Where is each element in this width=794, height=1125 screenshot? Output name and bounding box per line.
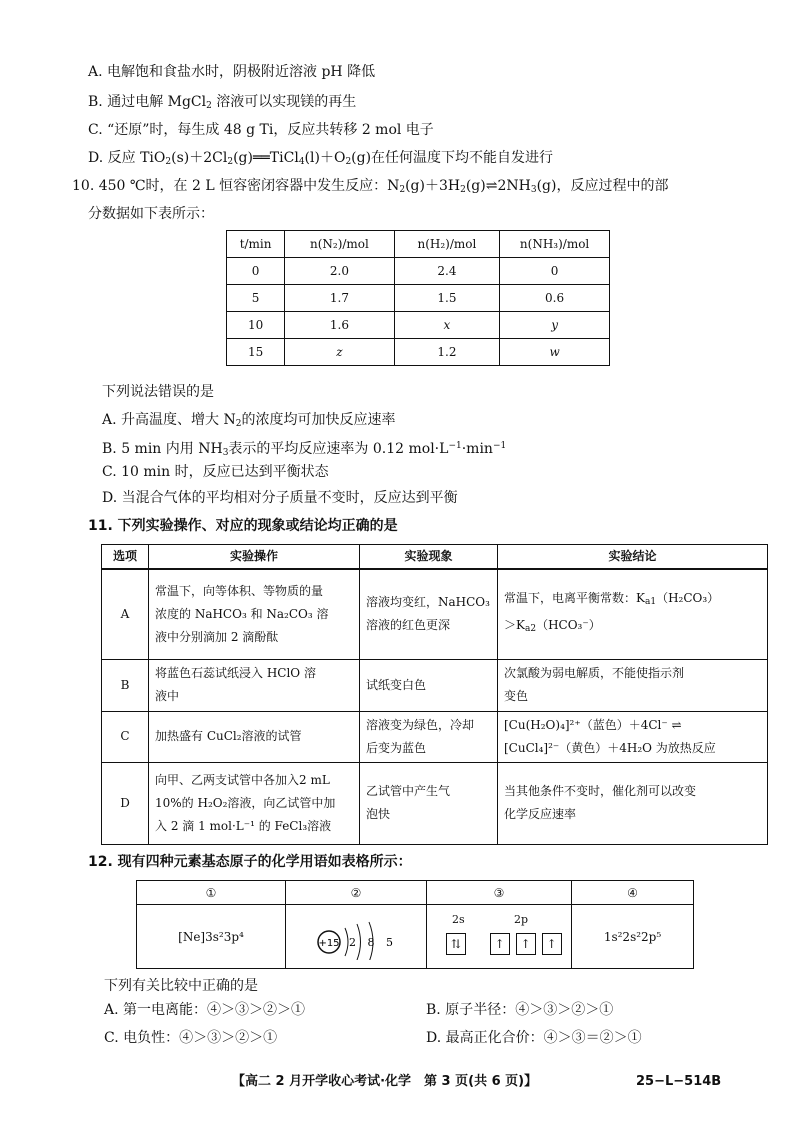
shell-arc: [345, 928, 348, 956]
table-header: ③: [427, 881, 572, 905]
orbital-label-2p: 2p: [514, 912, 529, 926]
table-header: ②: [286, 881, 427, 905]
table-cell: [149, 569, 360, 659]
q10-option-d: D. 当混合气体的平均相对分子质量不变时，反应达到平衡: [102, 490, 458, 506]
q9-option-d: D. 反应 $TiO_2(s)+2Cl_2(g)══TiCl_4(l)+O_2(g)$在任何温度下均不能自发进行: [88, 150, 554, 167]
shell-electrons: 2 8 5: [349, 936, 397, 949]
page-code: 25−L−514B: [636, 1074, 722, 1089]
table-cell: 1.2: [394, 339, 500, 366]
table-cell: 1.6: [285, 312, 394, 339]
table-header-row: [137, 881, 694, 905]
table-header: n(H₂)/mol: [394, 231, 500, 258]
table-header: n(N₂)/mol: [285, 231, 394, 258]
q10-stem: 10. 450 ℃时，在 2 L 恒容密闭容器中发生反应：$N_2(g)+3H_2(g)\rightleftharpoons 2NH_3(g)$，反应过程中的部: [72, 178, 669, 195]
table-cell: 1.5: [394, 285, 500, 312]
table-header: 实验操作: [149, 545, 360, 570]
q10-stem-cont: 分数据如下表所示：: [88, 206, 214, 222]
q10-option-b: B. 5 min 内用 $NH_3$表示的平均反应速率为 0.12 $mol\cdot L^{-1}\cdot\min^{-1}$: [102, 441, 507, 458]
cell-line: 10%的 H₂O₂溶液，向乙试管中加: [155, 795, 336, 810]
table-row: [227, 339, 610, 366]
q11-stem: 11. 下列实验操作、对应的现象或结论均正确的是: [88, 518, 398, 534]
orbital-box-2p: ↑: [490, 933, 510, 955]
cell-line: 变色: [504, 689, 529, 703]
table-cell: [149, 762, 360, 844]
table-header-row: [102, 545, 768, 570]
cell-line: 溶液变为绿色，冷却: [366, 717, 475, 732]
table-cell: 加热盛有 CuCl₂溶液的试管: [149, 711, 360, 762]
table-cell: A: [102, 569, 149, 659]
table-cell: w: [500, 339, 610, 366]
cell-line: 当其他条件不变时，催化剂可以改变: [504, 784, 697, 798]
orbital-box-2p: ↑: [542, 933, 562, 955]
table-cell: [427, 905, 572, 969]
cell-line: 后变为蓝色: [366, 740, 427, 755]
table-cell: [360, 711, 498, 762]
table-row: [137, 905, 694, 969]
q12-option-d: D. 最高正化合价：④＞③＝②＞①: [426, 1030, 642, 1046]
table-header: ④: [572, 881, 694, 905]
q12-element-table: [136, 880, 694, 969]
cell-line: 浓度的 NaHCO₃ 和 Na₂CO₃ 溶: [155, 606, 329, 621]
table-row: [227, 258, 610, 285]
table-cell: [498, 659, 768, 711]
table-header-row: [227, 231, 610, 258]
table-row: [102, 659, 768, 711]
table-cell: 5: [227, 285, 285, 312]
table-cell: C: [102, 711, 149, 762]
table-cell: 试纸变白色: [360, 659, 498, 711]
cell-line: 向甲、乙两支试管中各加入2 mL: [155, 772, 330, 787]
cell-line: 液中: [155, 689, 180, 703]
table-cell: 2.4: [394, 258, 500, 285]
table-header: n(NH₃)/mol: [500, 231, 610, 258]
table-cell: 10: [227, 312, 285, 339]
table-header: t/min: [227, 231, 285, 258]
table-row: [227, 312, 610, 339]
table-cell: 2.0: [285, 258, 394, 285]
q10-option-c: C. 10 min 时，反应已达到平衡状态: [102, 464, 329, 480]
table-cell: 15: [227, 339, 285, 366]
q9-option-b: B. 通过电解 MgCl$_2$ 溶液可以实现镁的再生: [88, 94, 357, 111]
table-cell: x: [394, 312, 500, 339]
cell-line: 化学反应速率: [504, 807, 577, 821]
cell-line: 次氯酸为弱电解质，不能使指示剂: [504, 666, 685, 680]
q12-option-a: A. 第一电离能：④＞③＞②＞①: [104, 1002, 306, 1018]
table-header: ①: [137, 881, 286, 905]
cell-line: 溶液的红色更深: [366, 618, 451, 633]
table-cell: 0: [227, 258, 285, 285]
table-row: [227, 285, 610, 312]
table-cell: [498, 711, 768, 762]
table-cell: z: [285, 339, 394, 366]
table-cell: 1.7: [285, 285, 394, 312]
table-cell: [149, 659, 360, 711]
table-cell: 0: [500, 258, 610, 285]
cell-line: 入 2 滴 1 mol·L⁻¹ 的 FeCl₃溶液: [155, 818, 332, 833]
q10-data-table: [226, 230, 610, 366]
q9-option-c: C. “还原”时，每生成 48 g Ti，反应共转移 2 mol 电子: [88, 122, 434, 138]
table-row: [102, 762, 768, 844]
cell-line: 溶液均变红，NaHCO₃: [366, 595, 490, 610]
table-cell: [498, 762, 768, 844]
atom-structure-diagram: [311, 910, 401, 960]
orbital-box-2s: ⇅: [446, 933, 466, 955]
cell-line: 泡快: [366, 807, 391, 821]
q12-prompt: 下列有关比较中正确的是: [104, 978, 258, 994]
cell-line: 常温下，电离平衡常数：$K_{a1}(H_2CO_3)$: [504, 591, 720, 608]
q11-experiment-table: [101, 544, 768, 845]
orbital-diagram: [428, 911, 570, 963]
cell-line: 乙试管中产生气: [366, 784, 451, 798]
nucleus-charge: +15: [318, 938, 340, 949]
cell-line: 液中分别滴加 2 滴酚酞: [155, 629, 279, 644]
table-cell: [360, 569, 498, 659]
table-header: 实验现象: [360, 545, 498, 570]
cell-line: 将蓝色石蕊试纸浸入 HClO 溶: [155, 666, 316, 680]
cell-line: $>K_{a2}(HCO_3^-)$: [504, 618, 601, 635]
table-cell: 0.6: [500, 285, 610, 312]
orbital-label-2s: 2s: [452, 912, 465, 926]
q10-prompt: 下列说法错误的是: [102, 384, 214, 400]
q12-option-b: B. 原子半径：④＞③＞②＞①: [426, 1002, 614, 1018]
q12-stem: 12. 现有四种元素基态原子的化学用语如表格所示：: [88, 854, 412, 870]
q10-option-a: A. 升高温度、增大 $N_2$的浓度均可加快反应速率: [102, 412, 396, 429]
table-row: [102, 569, 768, 659]
table-cell: y: [500, 312, 610, 339]
table-cell: D: [102, 762, 149, 844]
table-cell: [498, 569, 768, 659]
q12-option-c: C. 电负性：④＞③＞②＞①: [104, 1030, 278, 1046]
orbital-box-2p: ↑: [516, 933, 536, 955]
table-cell: [Ne]3s²3p⁴: [137, 905, 286, 969]
table-cell: [286, 905, 427, 969]
page-footer: 【高二 2 月开学收心考试·化学 第 3 页(共 6 页)】: [232, 1074, 538, 1089]
cell-line: 常温下，向等体积、等物质的量: [155, 583, 324, 598]
cell-line: [Cu(H₂O)₄]²⁺（蓝色）＋4Cl⁻ ⇌: [504, 717, 682, 732]
table-row: [102, 711, 768, 762]
table-cell: 1s²2s²2p⁵: [572, 905, 694, 969]
table-header: 实验结论: [498, 545, 768, 570]
table-cell: [360, 762, 498, 844]
q9-option-a: A. 电解饱和食盐水时，阴极附近溶液 pH 降低: [88, 64, 376, 80]
cell-line: [CuCl₄]²⁻（黄色）＋4H₂O 为放热反应: [504, 740, 716, 755]
table-cell: B: [102, 659, 149, 711]
table-header: 选项: [102, 545, 149, 570]
